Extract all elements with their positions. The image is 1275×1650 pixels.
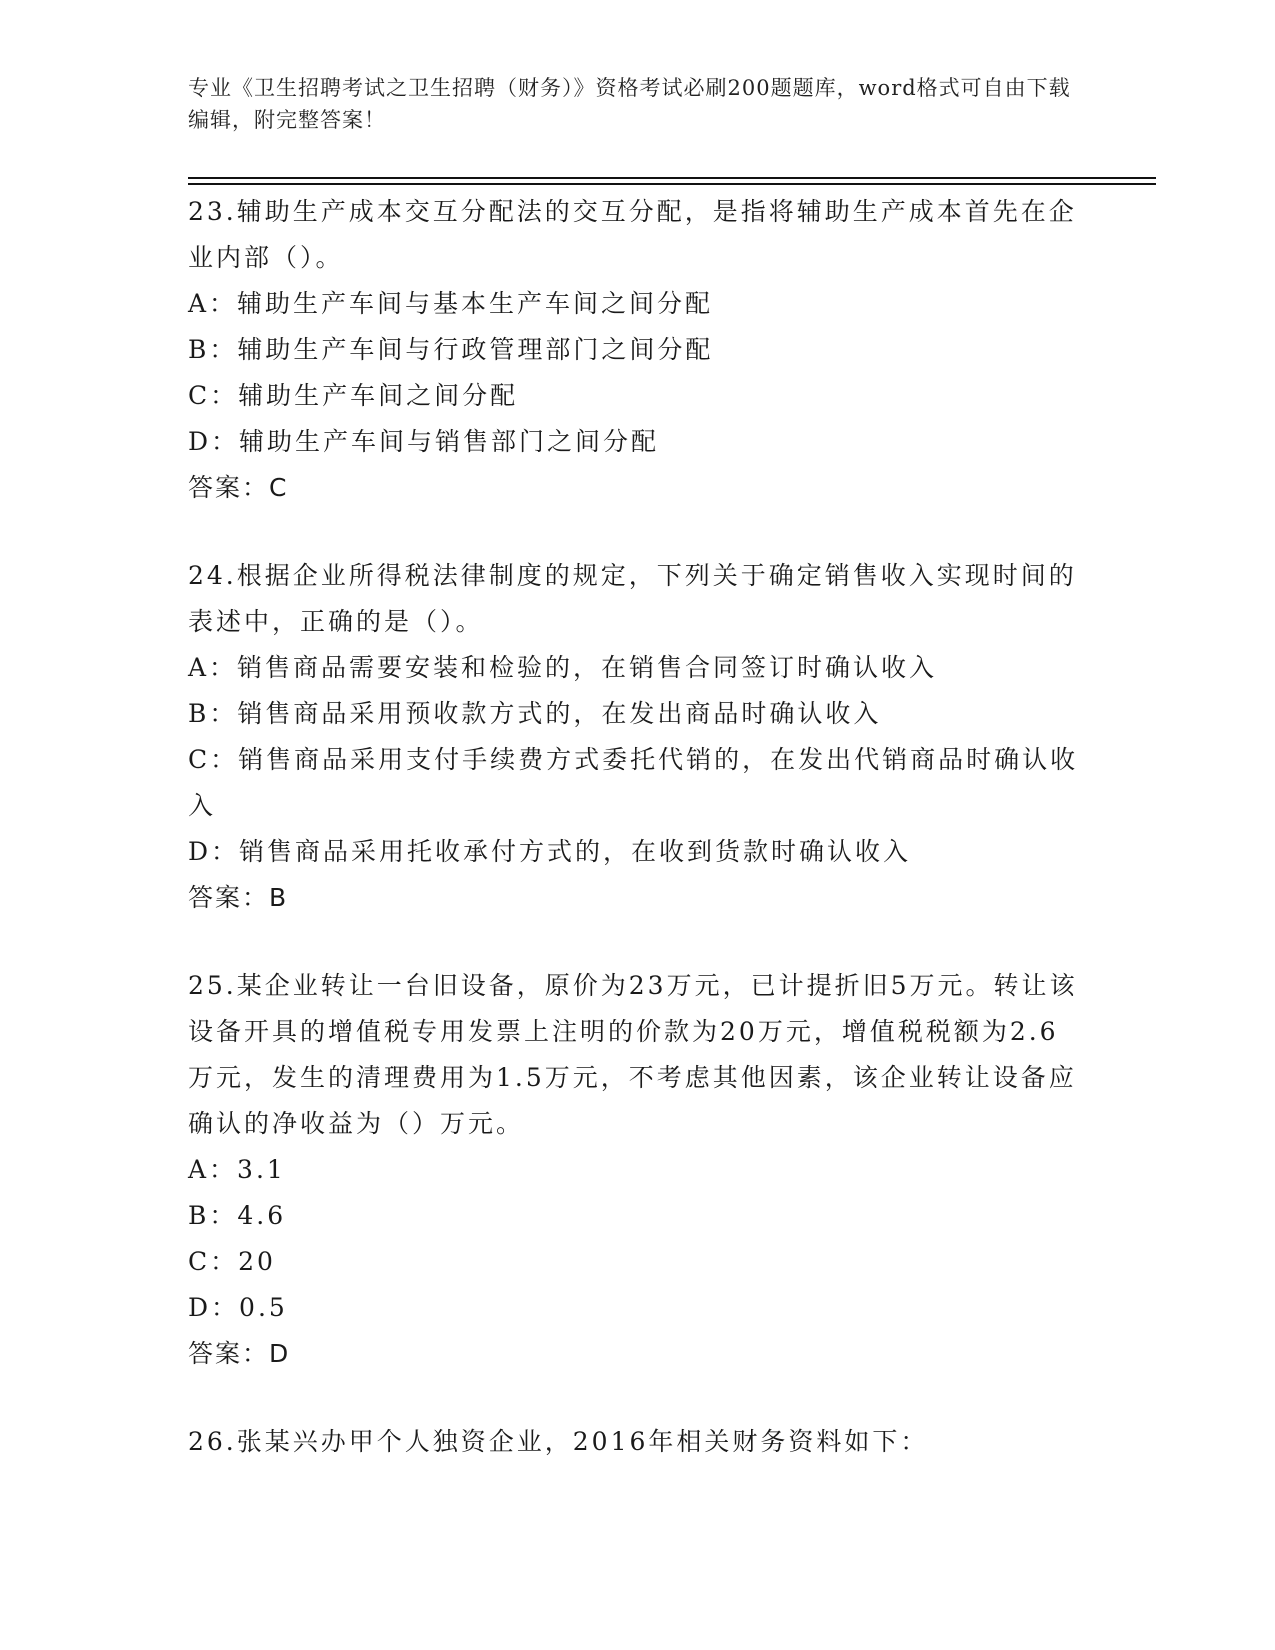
option-b: B：4.6 <box>188 1201 287 1230</box>
document-header: 专业《卫生招聘考试之卫生招聘（财务）》资格考试必刷200题题库，word格式可自由下载编辑，附完整答案！ <box>188 76 1071 132</box>
option-b: B：辅助生产车间与行政管理部门之间分配 <box>188 335 714 364</box>
question-text: 25.某企业转让一台旧设备，原价为23万元，已计提折旧5万元。转让该设备开具的增值税专用发票上注明的价款为20万元，增值税税额为2.6万元，发生的清理费用为1.5万元，不考虑其他因素，该企业转让设备应确认的净收益为（）万元。 <box>188 971 1078 1138</box>
option-d: D：0.5 <box>188 1293 288 1322</box>
question-26 <box>188 1419 1083 1465</box>
question-24 <box>188 553 1083 921</box>
header-rule-bottom <box>188 183 1156 185</box>
question-text: 24.根据企业所得税法律制度的规定，下列关于确定销售收入实现时间的表述中，正确的是（）。 <box>188 561 1077 636</box>
question-list <box>188 189 1083 1507</box>
question-text: 26.张某兴办甲个人独资企业，2016年相关财务资料如下： <box>188 1427 929 1456</box>
option-c: C：20 <box>188 1247 276 1276</box>
question-text: 23.辅助生产成本交互分配法的交互分配，是指将辅助生产成本首先在企业内部（）。 <box>188 197 1077 272</box>
header-rule-top <box>188 177 1156 179</box>
answer-line: 答案：C <box>188 473 289 502</box>
answer-line: 答案：D <box>188 1339 291 1368</box>
question-23 <box>188 189 1083 511</box>
option-d: D：销售商品采用托收承付方式的，在收到货款时确认收入 <box>188 837 912 866</box>
option-c: C：销售商品采用支付手续费方式委托代销的，在发出代销商品时确认收入 <box>188 745 1079 820</box>
option-c: C：辅助生产车间之间分配 <box>188 381 519 410</box>
answer-line: 答案：B <box>188 883 289 912</box>
option-a: A：销售商品需要安装和检验的，在销售合同签订时确认收入 <box>188 653 938 682</box>
option-d: D：辅助生产车间与销售部门之间分配 <box>188 427 660 456</box>
option-a: A：辅助生产车间与基本生产车间之间分配 <box>188 289 714 318</box>
option-a: A：3.1 <box>188 1155 286 1184</box>
option-b: B：销售商品采用预收款方式的，在发出商品时确认收入 <box>188 699 882 728</box>
question-25 <box>188 963 1083 1377</box>
